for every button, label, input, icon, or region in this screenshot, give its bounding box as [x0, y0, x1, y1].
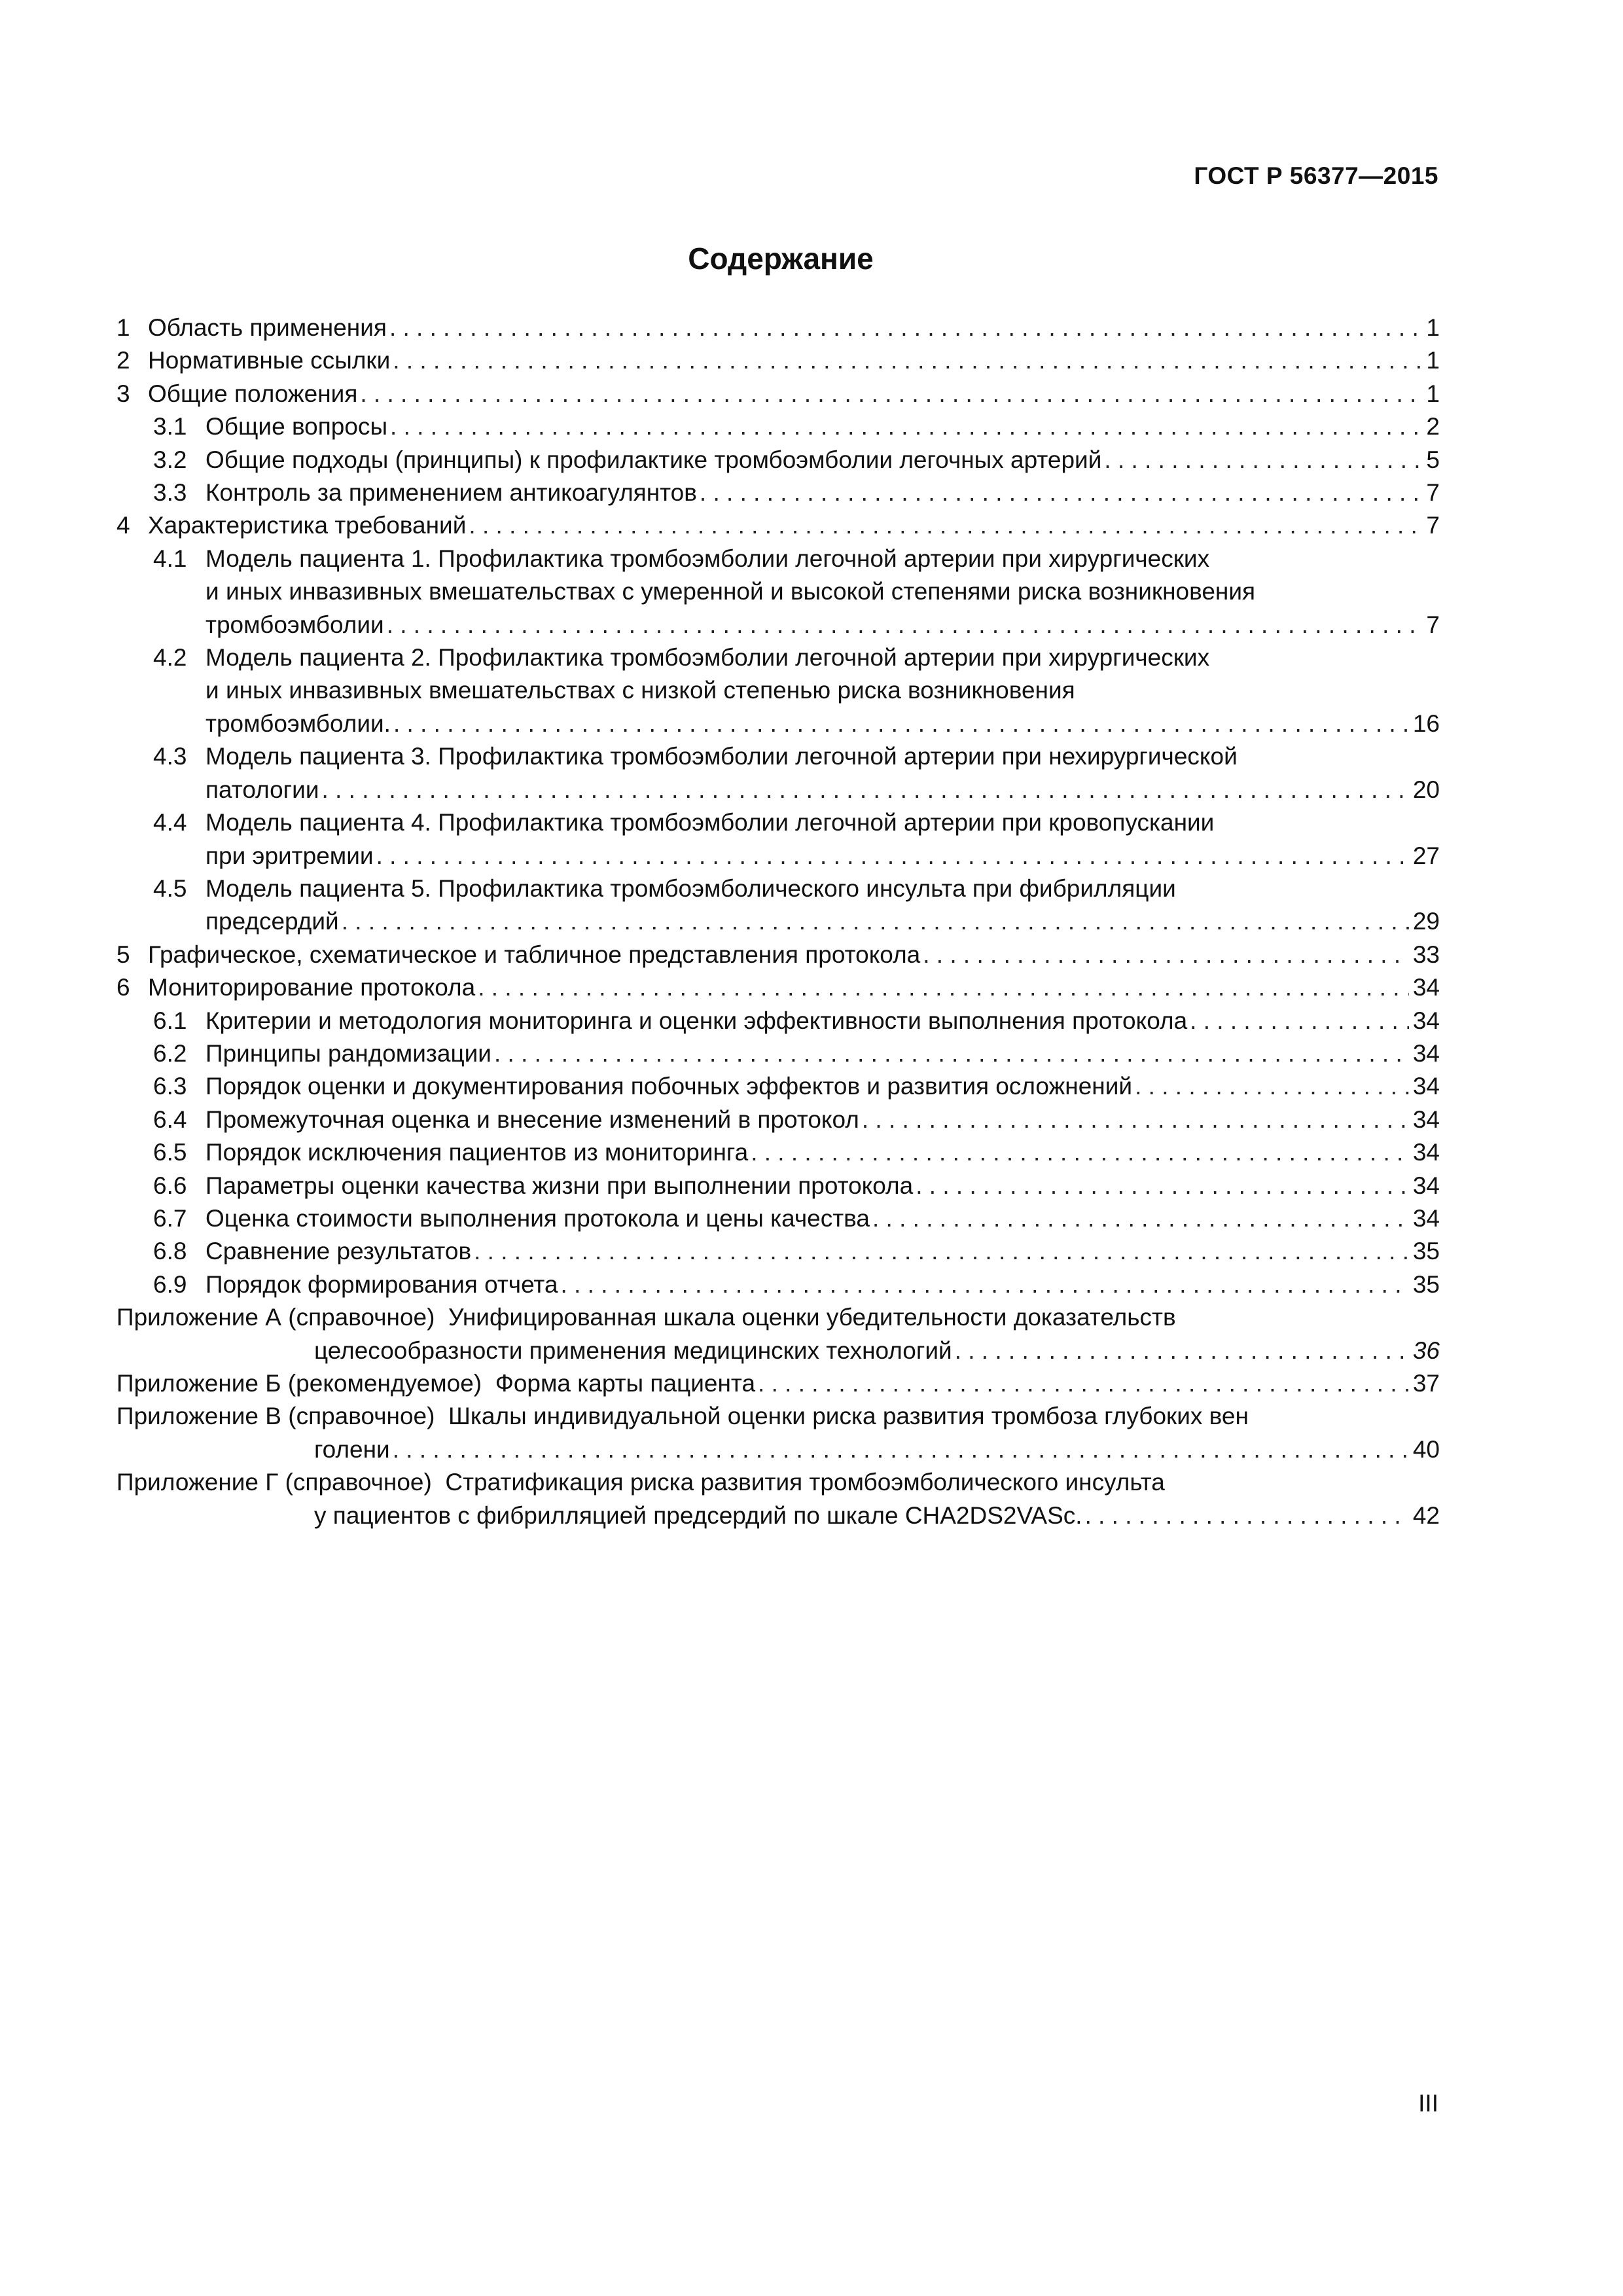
toc-page-number: 34	[1412, 974, 1440, 1001]
toc-page-number: 7	[1426, 479, 1440, 507]
toc-subsection-entry[interactable]	[116, 1103, 1440, 1136]
toc-entry-number: 3.2	[153, 446, 187, 473]
toc-subsection-entry[interactable]	[116, 1268, 1440, 1301]
dot-leader	[872, 1202, 1409, 1235]
toc-entry-line	[148, 344, 1440, 377]
toc-entry-text: Порядок оценки и документирования побочных эффектов и развития осложнений	[205, 1073, 1133, 1100]
dot-leader	[389, 312, 1422, 344]
toc-subsection-entry[interactable]	[116, 1005, 1440, 1037]
toc-section-entry[interactable]	[116, 344, 1440, 377]
toc-entry-line	[205, 1235, 1440, 1268]
toc-subsection-entry[interactable]	[116, 740, 1440, 806]
appendix-label: Приложение А (справочное)	[116, 1304, 449, 1331]
toc-section-entry[interactable]	[116, 509, 1440, 542]
toc-entry-body	[205, 1202, 1440, 1235]
toc-entry-number: 6.7	[153, 1204, 187, 1232]
dot-leader	[376, 840, 1409, 872]
toc-entry-line	[314, 1335, 1440, 1367]
dot-leader	[360, 378, 1422, 410]
toc-entry-text: Порядок исключения пациентов из мониторинга	[205, 1139, 749, 1166]
toc-entry-body	[205, 872, 1440, 939]
toc-entry-body	[116, 1466, 1440, 1532]
toc-section-entry[interactable]	[116, 971, 1440, 1004]
toc-entry-text: Область применения	[148, 314, 387, 341]
toc-page-number: 27	[1412, 842, 1440, 869]
toc-entry-text: Унифицированная шкала оценки убедительности доказательств	[448, 1304, 1176, 1331]
dot-leader	[700, 476, 1423, 509]
toc-entry-line	[148, 971, 1440, 1004]
toc-entry-text: Общие вопросы	[205, 413, 388, 440]
toc-entry-line	[205, 444, 1440, 476]
toc-entry-text: Графическое, схематическое и табличное представления протокола	[148, 941, 921, 968]
toc-entry-number: 4	[116, 512, 130, 539]
toc-subsection-entry[interactable]	[116, 444, 1440, 476]
toc-entry-number: 3	[116, 380, 130, 407]
toc-entry-number: 4.5	[153, 874, 187, 902]
toc-entry-number: 4.4	[153, 809, 187, 836]
dot-leader	[923, 939, 1409, 971]
toc-subsection-entry[interactable]	[116, 1070, 1440, 1103]
appendix-label: Приложение Б (рекомендуемое)	[116, 1370, 495, 1397]
toc-entry-text: предсердий	[205, 908, 339, 935]
toc-entry-text: Критерии и методология мониторинга и оценки эффективности выполнения протокола	[205, 1007, 1188, 1034]
toc-entry-text: Параметры оценки качества жизни при выполнении протокола	[205, 1172, 914, 1199]
toc-subsection-entry[interactable]	[116, 1136, 1440, 1169]
toc-entry-body	[148, 971, 1440, 1004]
toc-entry-text: Модель пациента 2. Профилактика тромбоэмболии легочной артерии при хирургических	[205, 644, 1210, 672]
toc-entry-number: 6.6	[153, 1172, 187, 1199]
toc-page-number: 34	[1412, 1039, 1440, 1067]
toc-entry-line	[205, 905, 1440, 938]
toc-entry-body	[148, 509, 1440, 542]
toc-entry-line	[205, 708, 1440, 740]
toc-page-number: 36	[1412, 1336, 1440, 1364]
toc-entry-number: 3.1	[153, 413, 187, 440]
toc-entry-number: 6.2	[153, 1039, 187, 1067]
dot-leader	[1190, 1005, 1409, 1037]
toc-entry-body	[205, 1170, 1440, 1202]
toc-entry-text: голени	[314, 1435, 390, 1463]
table-of-contents	[116, 312, 1440, 1532]
toc-entry-number: 6.5	[153, 1139, 187, 1166]
toc-entry-body	[205, 1136, 1440, 1169]
toc-page-number: 1	[1426, 314, 1440, 341]
toc-entry-line	[148, 509, 1440, 542]
toc-entry-body	[205, 476, 1440, 509]
dot-leader	[393, 344, 1422, 377]
dot-leader	[751, 1136, 1409, 1169]
toc-subsection-entry[interactable]	[116, 476, 1440, 509]
toc-entry-text: целесообразности применения медицинских технологий	[314, 1336, 952, 1364]
toc-entry-line	[205, 1202, 1440, 1235]
toc-entry-text: и иных инвазивных вмешательствах с низкой степенью риска возникновения	[205, 677, 1075, 704]
toc-page-number: 34	[1412, 1105, 1440, 1133]
dot-leader	[1085, 1499, 1409, 1532]
toc-entry-number: 6	[116, 974, 130, 1001]
toc-entry-number: 6.1	[153, 1007, 187, 1034]
document-code: ГОСТ Р 56377—2015	[1194, 162, 1438, 189]
appendix-label: Приложение Г (справочное)	[116, 1469, 446, 1496]
toc-entry-body	[205, 806, 1440, 872]
toc-appendix-entry[interactable]	[116, 1367, 1440, 1400]
toc-entry-line	[205, 1005, 1440, 1037]
toc-page-number: 7	[1426, 611, 1440, 638]
toc-entry-body	[116, 1367, 1440, 1400]
toc-entry-number: 6.9	[153, 1270, 187, 1298]
dot-leader	[561, 1268, 1409, 1301]
toc-entry-line	[205, 1070, 1440, 1103]
toc-entry-text: и иных инвазивных вмешательствах с умеренной и высокой степенями риска возникновения	[205, 578, 1256, 605]
toc-page-number: 33	[1412, 941, 1440, 968]
toc-entry-body	[205, 410, 1440, 443]
dot-leader	[478, 971, 1409, 1004]
toc-entry-line	[205, 1170, 1440, 1202]
toc-entry-line	[314, 1499, 1440, 1532]
toc-entry-number: 2	[116, 347, 130, 374]
toc-entry-text: Модель пациента 1. Профилактика тромбоэмболии легочной артерии при хирургических	[205, 545, 1210, 572]
dot-leader	[1135, 1070, 1409, 1103]
toc-entry-text: Оценка стоимости выполнения протокола и цены качества	[205, 1204, 870, 1232]
toc-section-entry[interactable]	[116, 312, 1440, 344]
toc-entry-text: при эритремии	[205, 842, 374, 869]
toc-entry-text: патологии	[205, 776, 319, 803]
toc-entry-text: Промежуточная оценка и внесение изменений в протокол	[205, 1105, 859, 1133]
dot-leader	[390, 410, 1422, 443]
toc-entry-number: 1	[116, 314, 130, 341]
dot-leader	[322, 774, 1409, 806]
dot-leader	[342, 905, 1409, 938]
toc-subsection-entry[interactable]	[116, 1202, 1440, 1235]
toc-subsection-entry[interactable]	[116, 543, 1440, 641]
toc-entry-line	[148, 312, 1440, 344]
toc-page-number: 2	[1426, 413, 1440, 440]
toc-entry-body	[205, 444, 1440, 476]
toc-entry-body	[148, 312, 1440, 344]
toc-entry-line	[205, 774, 1440, 806]
toc-subsection-entry[interactable]	[116, 1235, 1440, 1268]
toc-page-number: 34	[1412, 1172, 1440, 1199]
toc-appendix-entry[interactable]	[116, 1400, 1440, 1466]
toc-section-entry[interactable]	[116, 939, 1440, 971]
toc-entry-number: 4.3	[153, 743, 187, 770]
toc-page-number: 1	[1426, 380, 1440, 407]
toc-entry-text: Характеристика требований	[148, 512, 467, 539]
toc-title: Содержание	[688, 242, 874, 276]
toc-page-number: 37	[1412, 1370, 1440, 1397]
toc-section-entry[interactable]	[116, 378, 1440, 410]
toc-subsection-entry[interactable]	[116, 806, 1440, 872]
toc-entry-text: Общие положения	[148, 380, 358, 407]
toc-entry-body	[205, 740, 1440, 806]
toc-entry-text: тромбоэмболии.	[205, 709, 391, 737]
toc-entry-text: Порядок формирования отчета	[205, 1270, 558, 1298]
dot-leader	[916, 1170, 1409, 1202]
toc-entry-number: 6.8	[153, 1238, 187, 1265]
toc-entry-text: тромбоэмболии	[205, 611, 384, 638]
toc-page-number: 35	[1412, 1238, 1440, 1265]
toc-entry-body	[205, 1103, 1440, 1136]
toc-page-number: 7	[1426, 512, 1440, 539]
toc-entry-body	[205, 1268, 1440, 1301]
toc-subsection-entry[interactable]	[116, 1170, 1440, 1202]
dot-leader	[862, 1103, 1409, 1136]
toc-subsection-entry[interactable]	[116, 641, 1440, 740]
toc-entry-text: Мониторирование протокола	[148, 974, 476, 1001]
toc-entry-line	[205, 1268, 1440, 1301]
toc-entry-line	[205, 609, 1440, 641]
dot-leader	[469, 509, 1422, 542]
toc-entry-text: Модель пациента 3. Профилактика тромбоэмболии легочной артерии при нехирургической	[205, 743, 1238, 770]
toc-entry-text: Общие подходы (принципы) к профилактике тромбоэмболии легочных артерий	[205, 446, 1102, 473]
toc-subsection-entry[interactable]	[116, 1037, 1440, 1070]
toc-entry-text: Принципы рандомизации	[205, 1039, 491, 1067]
dot-leader	[393, 708, 1409, 740]
toc-page-number: 5	[1426, 446, 1440, 473]
toc-entry-body	[116, 1301, 1440, 1367]
toc-page-number: 29	[1412, 908, 1440, 935]
dot-leader	[758, 1367, 1409, 1400]
toc-page-number: 20	[1412, 776, 1440, 803]
toc-entry-text: Контроль за применением антикоагулянтов	[205, 479, 697, 507]
toc-entry-body	[205, 1235, 1440, 1268]
toc-entry-body	[205, 543, 1440, 641]
toc-entry-line	[148, 939, 1440, 971]
toc-entry-line	[205, 840, 1440, 872]
toc-entry-body	[148, 939, 1440, 971]
toc-subsection-entry[interactable]	[116, 872, 1440, 939]
toc-entry-line	[205, 1136, 1440, 1169]
toc-entry-body	[148, 378, 1440, 410]
toc-entry-body	[116, 1400, 1440, 1466]
toc-entry-text: Модель пациента 5. Профилактика тромбоэмболического инсульта при фибрилляции	[205, 874, 1176, 902]
toc-appendix-entry[interactable]	[116, 1301, 1440, 1367]
dot-leader	[494, 1037, 1409, 1070]
toc-entry-number: 6.3	[153, 1073, 187, 1100]
toc-entry-body	[148, 344, 1440, 377]
toc-page-number: 35	[1412, 1270, 1440, 1298]
toc-page-number: 34	[1412, 1139, 1440, 1166]
dot-leader	[393, 1433, 1409, 1466]
appendix-label: Приложение В (справочное)	[116, 1403, 449, 1430]
toc-entry-text: Форма карты пациента	[495, 1370, 756, 1397]
dot-leader	[1104, 444, 1422, 476]
toc-page-number: 16	[1412, 709, 1440, 737]
dot-leader	[474, 1235, 1409, 1268]
toc-entry-number: 4.1	[153, 545, 187, 572]
toc-page-number: 1	[1426, 347, 1440, 374]
toc-entry-text: Нормативные ссылки	[148, 347, 391, 374]
toc-entry-line	[205, 410, 1440, 443]
toc-page-number: 34	[1412, 1007, 1440, 1034]
toc-entry-number: 3.3	[153, 479, 187, 507]
toc-entry-line	[148, 378, 1440, 410]
dot-leader	[387, 609, 1423, 641]
toc-subsection-entry[interactable]	[116, 410, 1440, 443]
toc-page-number: 40	[1412, 1435, 1440, 1463]
toc-entry-text: Модель пациента 4. Профилактика тромбоэмболии легочной артерии при кровопускании	[205, 809, 1215, 836]
toc-entry-line	[495, 1367, 1440, 1400]
toc-page-number: 34	[1412, 1073, 1440, 1100]
toc-entry-number: 4.2	[153, 644, 187, 672]
toc-entry-body	[205, 641, 1440, 740]
toc-entry-text: Шкалы индивидуальной оценки риска развития тромбоза глубоких вен	[448, 1403, 1249, 1430]
toc-page-number: 42	[1412, 1501, 1440, 1529]
page-number: III	[1418, 2090, 1438, 2117]
dot-leader	[955, 1335, 1409, 1367]
toc-entry-text: у пациентов с фибрилляцией предсердий по шкале CHA2DS2VASc.	[314, 1501, 1082, 1529]
toc-page-number: 34	[1412, 1204, 1440, 1232]
toc-entry-text: Сравнение результатов	[205, 1238, 472, 1265]
toc-appendix-entry[interactable]	[116, 1466, 1440, 1532]
toc-entry-line	[205, 1037, 1440, 1070]
toc-entry-line	[205, 476, 1440, 509]
toc-entry-text: Стратификация риска развития тромбоэмболического инсульта	[445, 1469, 1165, 1496]
toc-entry-number: 5	[116, 941, 130, 968]
toc-entry-body	[205, 1037, 1440, 1070]
toc-entry-line	[205, 1103, 1440, 1136]
toc-entry-body	[205, 1070, 1440, 1103]
toc-entry-body	[205, 1005, 1440, 1037]
toc-entry-line	[314, 1433, 1440, 1466]
toc-entry-number: 6.4	[153, 1105, 187, 1133]
